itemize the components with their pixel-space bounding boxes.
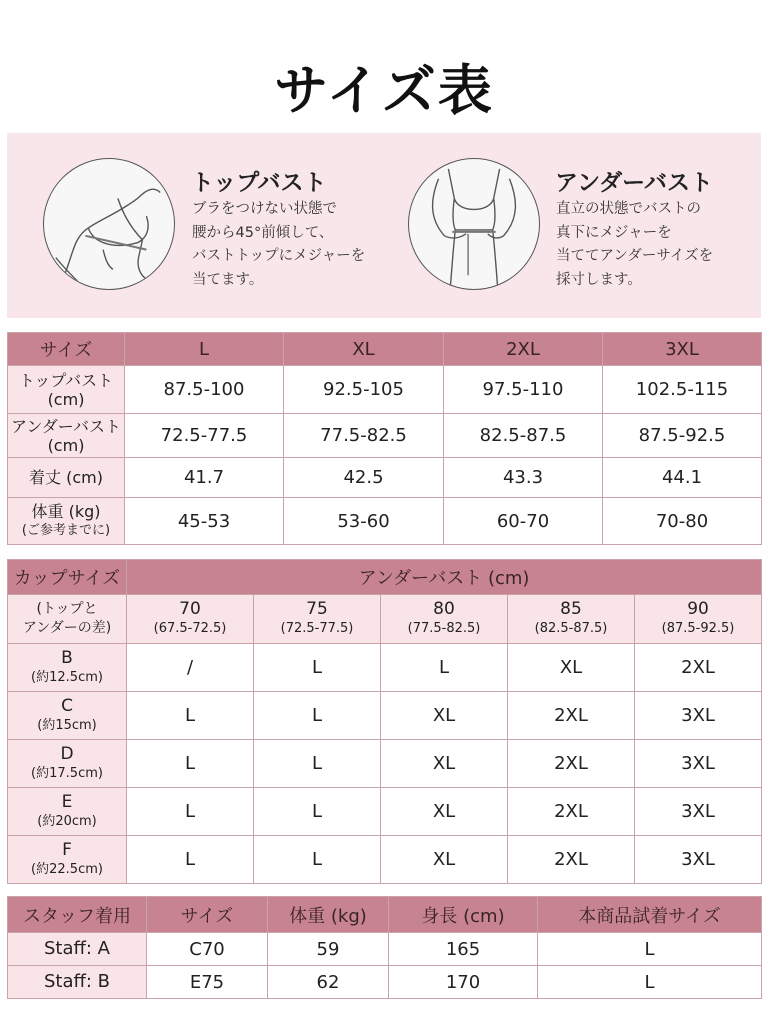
- column-size: 70: [179, 599, 201, 619]
- cup-row-header: [8, 836, 127, 884]
- table-row: [8, 458, 762, 498]
- column-range: (67.5-72.5): [153, 621, 227, 636]
- under-bust-column-header: [381, 595, 508, 644]
- column-range: (82.5-87.5): [534, 621, 608, 636]
- cup-difference: (約20cm): [37, 813, 97, 829]
- under-bust-column-header: [508, 595, 635, 644]
- column-size: 85: [560, 599, 582, 619]
- table-cell: 42.5: [284, 458, 444, 498]
- table-cell: L: [254, 836, 381, 884]
- table-cell: XL: [381, 836, 508, 884]
- staff-name: Staff: B: [8, 966, 147, 999]
- table-cell: E75: [147, 966, 268, 999]
- table-cell: 44.1: [603, 458, 762, 498]
- row-unit: (cm): [47, 389, 85, 409]
- corner-note-line: (トップと: [36, 601, 98, 617]
- table-row: [8, 366, 762, 414]
- table-cell: 43.3: [444, 458, 603, 498]
- table-cell: L: [254, 788, 381, 836]
- table-cell: 170: [389, 966, 538, 999]
- table-cell: XL: [381, 788, 508, 836]
- table-cell: 3XL: [635, 788, 762, 836]
- table-cell: L: [538, 933, 762, 966]
- table-cell: 3XL: [635, 692, 762, 740]
- row-header: [8, 458, 125, 498]
- staff-header: 本商品試着サイズ: [538, 897, 762, 933]
- under-bust-header: アンダーバスト (cm): [127, 560, 762, 595]
- cup-letter: C: [61, 695, 73, 716]
- row-header: [8, 414, 125, 458]
- table-cell: L: [254, 740, 381, 788]
- cup-row-header: [8, 692, 127, 740]
- under-bust-column-header: [254, 595, 381, 644]
- table-row: [8, 966, 762, 999]
- staff-header: 身長 (cm): [389, 897, 538, 933]
- top-bust-title: トップバスト: [191, 170, 327, 196]
- column-size: 80: [433, 599, 455, 619]
- table-cell: 2XL: [508, 692, 635, 740]
- table-row: [8, 644, 762, 692]
- cup-row-header: [8, 740, 127, 788]
- table-cell: 3XL: [635, 740, 762, 788]
- under-bust-column-header: [635, 595, 762, 644]
- cup-difference: (約22.5cm): [31, 861, 103, 877]
- table-cell: XL: [381, 692, 508, 740]
- under-bust-title: アンダーバスト: [555, 170, 714, 196]
- cup-row-header: [8, 644, 127, 692]
- table-row: [8, 933, 762, 966]
- under-bust-description: 直立の状態でバストの 真下にメジャーを 当ててアンダーサイズを 採寸します。: [556, 201, 714, 288]
- table-cell: L: [381, 644, 508, 692]
- staff-header: サイズ: [147, 897, 268, 933]
- table-row: [8, 740, 762, 788]
- table-cell: 2XL: [508, 836, 635, 884]
- column-size: 75: [306, 599, 328, 619]
- table-row: [8, 498, 762, 545]
- row-note: (ご参考までに): [21, 523, 111, 538]
- column-range: (87.5-92.5): [661, 621, 735, 636]
- table-cell: L: [538, 966, 762, 999]
- page-title: サイズ表: [274, 59, 494, 122]
- table-row: [8, 788, 762, 836]
- cup-difference: (約12.5cm): [31, 669, 103, 685]
- cup-size-corner-note: [8, 595, 127, 644]
- table-cell: 3XL: [635, 836, 762, 884]
- top-bust-description: ブラをつけない状態で 腰から45°前傾して、 バストトップにメジャーを 当てます。: [192, 201, 366, 288]
- table-cell: XL: [508, 644, 635, 692]
- cup-size-table: [7, 559, 762, 884]
- measurement-guide: [7, 133, 761, 318]
- table-cell: L: [127, 740, 254, 788]
- under-bust-illustration: [408, 158, 540, 290]
- table-cell: /: [127, 644, 254, 692]
- table-cell: 59: [268, 933, 389, 966]
- cup-letter: D: [60, 743, 74, 764]
- table-row: [8, 836, 762, 884]
- size-header: L: [125, 333, 284, 366]
- row-header: [8, 498, 125, 545]
- table-cell: 70-80: [603, 498, 762, 545]
- table-cell: L: [254, 692, 381, 740]
- cup-letter: B: [61, 647, 73, 668]
- cup-difference: (約17.5cm): [31, 765, 103, 781]
- table-row: [8, 692, 762, 740]
- table-cell: L: [127, 788, 254, 836]
- row-label: 体重 (kg): [31, 502, 101, 521]
- cup-difference: (約15cm): [37, 717, 97, 733]
- row-label: トップバスト: [18, 370, 114, 390]
- table-cell: 2XL: [635, 644, 762, 692]
- table-cell: 53-60: [284, 498, 444, 545]
- row-label: 着丈 (cm): [29, 468, 103, 487]
- table-cell: 77.5-82.5: [284, 414, 444, 458]
- table-cell: 87.5-92.5: [603, 414, 762, 458]
- table-cell: 41.7: [125, 458, 284, 498]
- cup-size-corner-title: カップサイズ: [8, 560, 127, 595]
- column-size: 90: [687, 599, 709, 619]
- size-header: 2XL: [444, 333, 603, 366]
- row-label: アンダーバスト: [11, 416, 121, 436]
- table-row: [8, 414, 762, 458]
- table-cell: 2XL: [508, 740, 635, 788]
- size-header: 3XL: [603, 333, 762, 366]
- row-header: [8, 366, 125, 414]
- table-cell: 92.5-105: [284, 366, 444, 414]
- staff-header: 体重 (kg): [268, 897, 389, 933]
- column-range: (72.5-77.5): [280, 621, 354, 636]
- table-cell: C70: [147, 933, 268, 966]
- table-cell: 62: [268, 966, 389, 999]
- under-bust-column-header: [127, 595, 254, 644]
- table-cell: 60-70: [444, 498, 603, 545]
- table-cell: L: [254, 644, 381, 692]
- column-range: (77.5-82.5): [407, 621, 481, 636]
- table-cell: L: [127, 836, 254, 884]
- size-header: XL: [284, 333, 444, 366]
- cup-letter: E: [61, 791, 73, 812]
- table-cell: 87.5-100: [125, 366, 284, 414]
- staff-table: [7, 896, 762, 999]
- size-header-corner: サイズ: [8, 333, 125, 366]
- table-cell: 45-53: [125, 498, 284, 545]
- table-cell: 2XL: [508, 788, 635, 836]
- staff-header: スタッフ着用: [8, 897, 147, 933]
- table-cell: 72.5-77.5: [125, 414, 284, 458]
- cup-letter: F: [62, 839, 72, 860]
- table-cell: XL: [381, 740, 508, 788]
- table-cell: 82.5-87.5: [444, 414, 603, 458]
- top-bust-illustration: [43, 158, 175, 290]
- staff-name: Staff: A: [8, 933, 147, 966]
- corner-note-line: アンダーの差): [22, 620, 112, 636]
- size-table: [7, 332, 762, 545]
- cup-row-header: [8, 788, 127, 836]
- row-unit: (cm): [47, 435, 85, 455]
- table-cell: L: [127, 692, 254, 740]
- table-cell: 102.5-115: [603, 366, 762, 414]
- table-cell: 97.5-110: [444, 366, 603, 414]
- table-cell: 165: [389, 933, 538, 966]
